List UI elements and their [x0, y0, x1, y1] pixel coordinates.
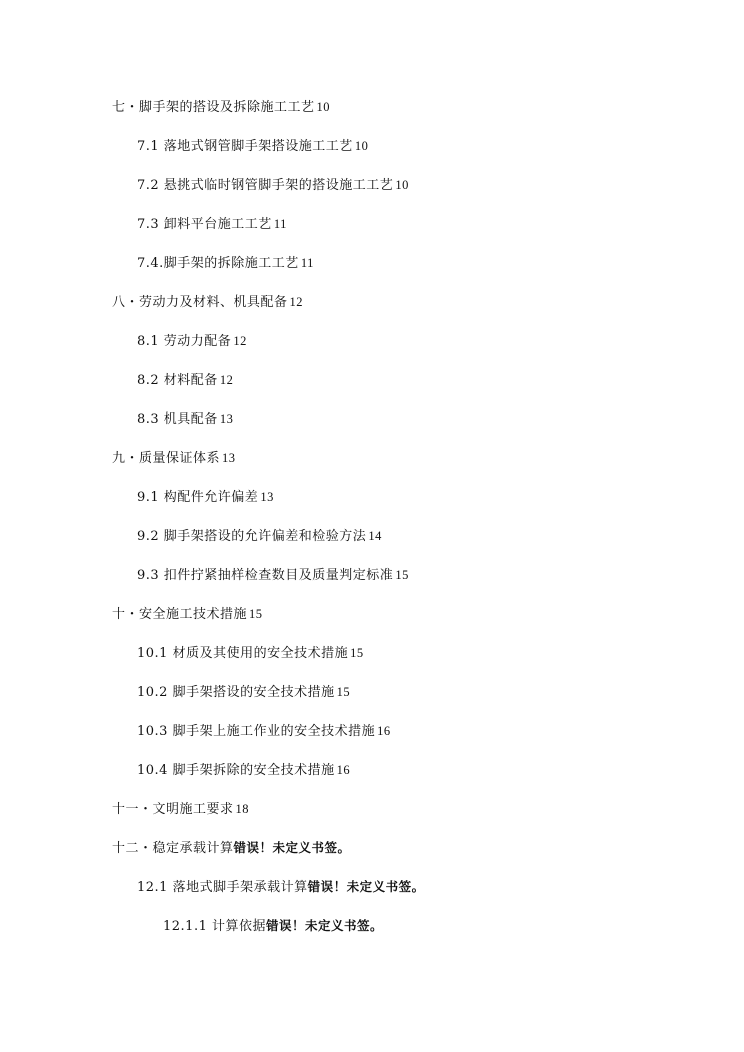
toc-entry-text: 7.1 落地式钢管脚手架搭设施工工艺: [137, 139, 353, 154]
toc-entry-text: 七・脚手架的搭设及拆除施工工艺: [112, 100, 315, 115]
toc-entry-text: 7.4.脚手架的拆除施工工艺: [137, 256, 299, 271]
toc-page-number: 15: [249, 607, 263, 621]
toc-page-number: 10: [354, 139, 369, 153]
toc-entry-12[interactable]: [112, 839, 351, 858]
bookmark-error-text: 错误！未定义书签。: [307, 879, 425, 894]
toc-entry-8[interactable]: [112, 293, 303, 312]
toc-entry-text: 十一・文明施工要求: [112, 802, 234, 817]
toc-entry-text: 8.2 材料配备: [137, 373, 218, 388]
toc-page-number: 18: [235, 802, 250, 816]
toc-entry-9-1[interactable]: [137, 488, 274, 507]
toc-entry-10-3[interactable]: [137, 722, 391, 741]
toc-entry-7-2[interactable]: [137, 176, 409, 195]
toc-page-number: 16: [377, 724, 391, 738]
toc-page-number: 15: [395, 568, 409, 582]
toc-entry-10[interactable]: [112, 605, 263, 624]
toc-page-number: 10: [395, 178, 409, 192]
toc-entry-10-1[interactable]: [137, 644, 364, 663]
toc-entry-8-3[interactable]: [137, 410, 233, 429]
toc-entry-text: 8.3 机具配备: [137, 412, 218, 427]
toc-entry-8-2[interactable]: [137, 371, 233, 390]
toc-entry-text: 9.3 扣件拧紧抽样检查数目及质量判定标准: [137, 568, 394, 583]
toc-page-number: 12: [219, 373, 234, 387]
toc-page-number: 10: [316, 100, 331, 114]
toc-entry-text: 八・劳动力及材料、机具配备: [112, 295, 288, 310]
toc-entry-text: 10.2 脚手架搭设的安全技术措施: [137, 685, 335, 700]
toc-entry-7-4[interactable]: [137, 254, 314, 273]
toc-page-number: 15: [336, 685, 351, 699]
toc-entry-text: 九・质量保证体系: [112, 451, 221, 466]
toc-entry-text: 12.1 落地式脚手架承载计算: [137, 880, 308, 895]
toc-entry-9-3[interactable]: [137, 566, 409, 585]
toc-entry-9-2[interactable]: [137, 527, 382, 546]
toc-entry-8-1[interactable]: [137, 332, 247, 351]
toc-entry-12-1-1[interactable]: [163, 917, 383, 936]
bookmark-error-text: 错误！未定义书签。: [233, 840, 351, 855]
toc-entry-7-1[interactable]: [137, 137, 368, 156]
toc-entry-text: 7.2 悬挑式临时钢管脚手架的搭设施工工艺: [137, 178, 394, 193]
toc-page-number: 13: [222, 451, 236, 465]
toc-page-number: 13: [219, 412, 234, 426]
toc-entry-11[interactable]: [112, 800, 249, 819]
toc-page-number: 11: [300, 256, 314, 270]
toc-page-number: 13: [260, 490, 274, 504]
toc-entry-7-3[interactable]: [137, 215, 287, 234]
toc-page-number: 16: [336, 763, 351, 777]
toc-page-number: 12: [289, 295, 304, 309]
toc-entry-text: 十二・稳定承载计算: [112, 841, 234, 856]
bookmark-error-text: 错误！未定义书签。: [265, 918, 383, 933]
toc-entry-text: 10.3 脚手架上施工作业的安全技术措施: [137, 724, 376, 739]
toc-entry-text: 10.1 材质及其使用的安全技术措施: [137, 646, 349, 661]
toc-entry-text: 9.1 构配件允许偏差: [137, 490, 259, 505]
toc-entry-10-2[interactable]: [137, 683, 350, 702]
toc-page-number: 11: [273, 217, 287, 231]
toc-entry-text: 9.2 脚手架搭设的允许偏差和检验方法: [137, 529, 367, 544]
toc-entry-text: 12.1.1 计算依据: [163, 919, 266, 934]
toc-entry-text: 十・安全施工技术措施: [112, 607, 248, 622]
toc-entry-7[interactable]: [112, 98, 330, 117]
toc-entry-text: 10.4 脚手架拆除的安全技术措施: [137, 763, 335, 778]
toc-page-number: 15: [350, 646, 364, 660]
toc-entry-text: 8.1 劳动力配备: [137, 334, 232, 349]
toc-page-number: 12: [233, 334, 247, 348]
toc-entry-9[interactable]: [112, 449, 236, 468]
toc-entry-12-1[interactable]: [137, 878, 425, 897]
toc-page-number: 14: [368, 529, 382, 543]
toc-entry-10-4[interactable]: [137, 761, 350, 780]
toc-entry-text: 7.3 卸料平台施工工艺: [137, 217, 272, 232]
